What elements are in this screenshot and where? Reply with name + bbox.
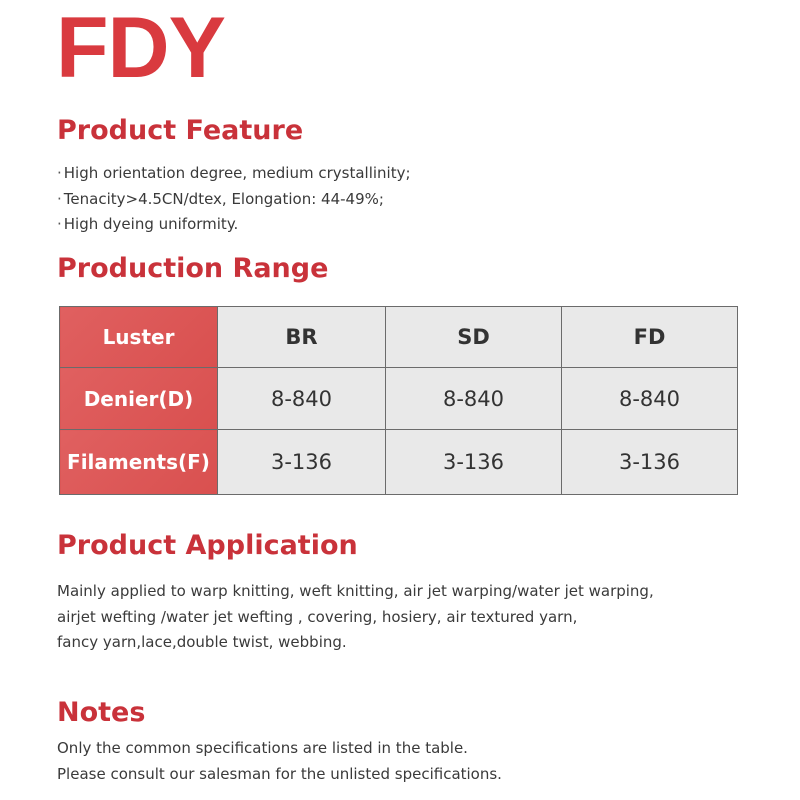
- product-feature-list: [57, 161, 411, 238]
- row-header-filaments: Filaments(F): [60, 430, 218, 495]
- product-feature-heading: Product Feature: [57, 115, 304, 146]
- bullet-dot: ·: [57, 189, 62, 208]
- feature-text: High dyeing uniformity.: [63, 215, 239, 233]
- feature-text: High orientation degree, medium crystallinity;: [63, 164, 411, 182]
- notes-line: Please consult our salesman for the unlisted specifications.: [57, 765, 502, 783]
- table-row: [60, 430, 738, 495]
- product-application-text: [57, 579, 757, 656]
- notes-heading: Notes: [57, 697, 146, 728]
- bullet-dot: ·: [57, 164, 62, 182]
- production-range-table: [59, 306, 738, 495]
- production-range-heading: Production Range: [57, 253, 329, 284]
- notes-text: [57, 735, 757, 787]
- table-cell: 8-840: [218, 368, 386, 430]
- table-header-row: [60, 307, 738, 368]
- table-row: [60, 368, 738, 430]
- table-corner-label: Luster: [60, 307, 218, 368]
- feature-item: [57, 212, 411, 238]
- product-application-heading: Product Application: [57, 530, 358, 561]
- bullet-dot: ·: [57, 215, 62, 233]
- table-cell: 3-136: [218, 430, 386, 495]
- column-header-sd: SD: [386, 307, 562, 368]
- table-cell: 3-136: [386, 430, 562, 495]
- application-line: airjet wefting /water jet wefting , covering, hosiery, air textured yarn,: [57, 607, 578, 626]
- column-header-fd: FD: [562, 307, 738, 368]
- feature-item: [57, 187, 411, 213]
- page-title: FDY: [56, 0, 225, 96]
- table-cell: 8-840: [386, 368, 562, 430]
- feature-text: Tenacity>4.5CN/dtex, Elongation: 44-49%;: [63, 189, 384, 208]
- column-header-br: BR: [218, 307, 386, 368]
- application-line: Mainly applied to warp knitting, weft knitting, air jet warping/water jet warping,: [57, 582, 654, 600]
- notes-line: Only the common specifications are listed in the table.: [57, 739, 468, 757]
- row-header-denier: Denier(D): [60, 368, 218, 430]
- table-cell: 3-136: [562, 430, 738, 495]
- feature-item: [57, 161, 411, 187]
- table-cell: 8-840: [562, 368, 738, 430]
- application-line: fancy yarn,lace,double twist, webbing.: [57, 633, 347, 651]
